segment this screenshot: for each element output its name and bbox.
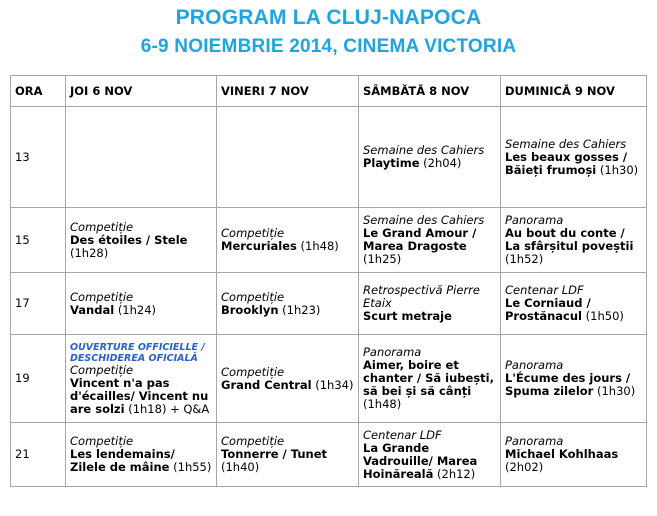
film-title: Grand Central xyxy=(221,377,312,392)
screening-category: Panorama xyxy=(363,345,422,359)
film-title: Les lendemains/ Zilele de mâine xyxy=(70,447,175,474)
film-line xyxy=(363,227,496,266)
column-header-thursday: JOI 6 NOV xyxy=(66,76,217,107)
schedule-cell xyxy=(501,423,647,487)
time-cell: 15 xyxy=(11,208,66,273)
film-title: L'Écume des jours / Spuma zilelor xyxy=(505,371,631,398)
schedule-cell xyxy=(501,273,647,335)
film-title: Vandal xyxy=(70,302,115,317)
film-line xyxy=(363,310,496,323)
film-line xyxy=(505,297,642,323)
schedule-cell xyxy=(66,335,217,423)
screening-category: Panorama xyxy=(505,434,564,448)
film-duration: (1h25) xyxy=(363,252,402,266)
schedule-cell xyxy=(359,335,501,423)
film-title: Au bout du conte / La sfârșitul poveștii xyxy=(505,226,634,253)
film-line xyxy=(363,359,496,411)
film-title: Aimer, boire et chanter / Să iubești, să bei și să cânți xyxy=(363,358,494,398)
screening-category: Centenar LDF xyxy=(505,283,584,297)
film-title: Le Grand Amour / Marea Dragoste xyxy=(363,226,477,253)
schedule-cell xyxy=(66,208,217,273)
header-row xyxy=(11,76,647,107)
table-row xyxy=(11,107,647,208)
column-header-saturday: SÂMBĂTĂ 8 NOV xyxy=(359,76,501,107)
screening-category: Semaine des Cahiers xyxy=(363,143,485,157)
film-duration: (2h02) xyxy=(505,460,544,474)
page-title: PROGRAM LA CLUJ-NAPOCA xyxy=(175,6,482,29)
table-row xyxy=(11,335,647,423)
screening-category: Competiție xyxy=(70,219,134,234)
film-line xyxy=(505,227,642,266)
schedule-cell-empty xyxy=(66,107,217,208)
time-cell: 17 xyxy=(11,273,66,335)
schedule-cell-empty xyxy=(217,107,359,208)
film-title: Brooklyn xyxy=(221,302,279,317)
screening-category: Competiție xyxy=(221,364,285,379)
screening-category: Semaine des Cahiers xyxy=(363,213,485,227)
screening-category: Competiție xyxy=(70,289,134,304)
film-duration: (1h30) xyxy=(599,162,639,177)
table-row xyxy=(11,208,647,273)
film-line xyxy=(505,372,642,398)
page-subtitle: 6-9 NOIEMBRIE 2014, CINEMA VICTORIA xyxy=(140,36,517,57)
film-duration: (2h04) xyxy=(423,156,462,170)
film-title: Les beaux gosses / Băieți frumoși xyxy=(505,149,628,177)
screening-category: Competiție xyxy=(221,434,285,448)
schedule-cell xyxy=(217,273,359,335)
film-duration: (1h40) xyxy=(221,460,260,474)
schedule-cell xyxy=(66,273,217,335)
schedule-cell xyxy=(501,208,647,273)
film-title: Michael Kohlhaas xyxy=(505,447,619,461)
screening-category: Competiție xyxy=(221,289,285,304)
schedule-cell xyxy=(501,107,647,208)
film-line xyxy=(221,304,354,317)
film-duration: (1h24) xyxy=(117,302,157,317)
opening-highlight: OUVERTURE OFFICIELLE / DESCHIDEREA OFICIALĂ xyxy=(70,341,205,364)
column-header-sunday: DUMINICĂ 9 NOV xyxy=(501,76,647,107)
film-duration: (1h48) xyxy=(363,397,402,411)
column-header-ora: ORA xyxy=(11,76,66,107)
film-title: Scurt metraje xyxy=(363,309,452,323)
film-duration: (1h48) xyxy=(300,239,339,253)
film-title: Mercuriales xyxy=(221,239,297,253)
screening-category: Panorama xyxy=(505,358,564,372)
column-header-friday: VINERI 7 NOV xyxy=(217,76,359,107)
time-cell: 19 xyxy=(11,335,66,423)
schedule-cell xyxy=(359,107,501,208)
film-line xyxy=(221,379,354,392)
screening-category: Competiție xyxy=(221,226,285,240)
screening-category: Panorama xyxy=(505,213,564,227)
schedule-cell xyxy=(217,208,359,273)
film-line xyxy=(70,448,212,474)
film-title: La Grande Vadrouille/ Marea Hoinăreală xyxy=(363,440,478,481)
time-cell: 21 xyxy=(11,423,66,487)
film-duration: (1h23) xyxy=(282,302,321,317)
screening-category: Competiție xyxy=(70,362,134,377)
film-duration: (1h34) xyxy=(315,377,354,392)
film-title: Playtime xyxy=(363,156,420,170)
film-title: Des étoiles / Stele xyxy=(70,232,188,247)
film-title: Le Corniaud / Prostănacul xyxy=(505,296,591,323)
schedule-cell xyxy=(359,273,501,335)
screening-category: Centenar LDF xyxy=(363,427,442,442)
table-row xyxy=(11,423,647,487)
film-line xyxy=(221,240,354,253)
film-duration: (1h52) xyxy=(505,252,544,266)
film-line xyxy=(70,234,212,260)
table-row xyxy=(11,273,647,335)
schedule-cell xyxy=(501,335,647,423)
schedule-cell xyxy=(217,335,359,423)
film-duration: (2h12) xyxy=(437,466,476,481)
time-cell: 13 xyxy=(11,107,66,208)
screening-category: Semaine des Cahiers xyxy=(505,136,627,151)
screening-category: Competiție xyxy=(70,434,134,448)
film-line xyxy=(221,448,354,474)
screening-category: Retrospectivă Pierre Etaix xyxy=(363,283,480,310)
film-line xyxy=(505,151,642,177)
film-title: Tonnerre / Tunet xyxy=(221,447,327,461)
schedule-table xyxy=(10,75,647,487)
schedule-cell xyxy=(66,423,217,487)
film-duration: (1h28) xyxy=(70,245,109,260)
film-line xyxy=(505,448,642,474)
film-duration: (1h18) + Q&A xyxy=(128,401,210,416)
film-title: Vincent n'a pas d'écailles/ Vincent nu are solzi xyxy=(70,375,209,416)
film-line xyxy=(70,304,212,317)
film-duration: (1h55) xyxy=(173,460,212,474)
schedule-cell xyxy=(359,423,501,487)
film-duration: (1h50) xyxy=(585,309,624,323)
schedule-cell xyxy=(217,423,359,487)
schedule-cell xyxy=(359,208,501,273)
film-duration: (1h30) xyxy=(597,384,636,398)
film-line xyxy=(363,157,496,170)
film-line xyxy=(70,377,212,416)
film-line xyxy=(363,442,496,481)
